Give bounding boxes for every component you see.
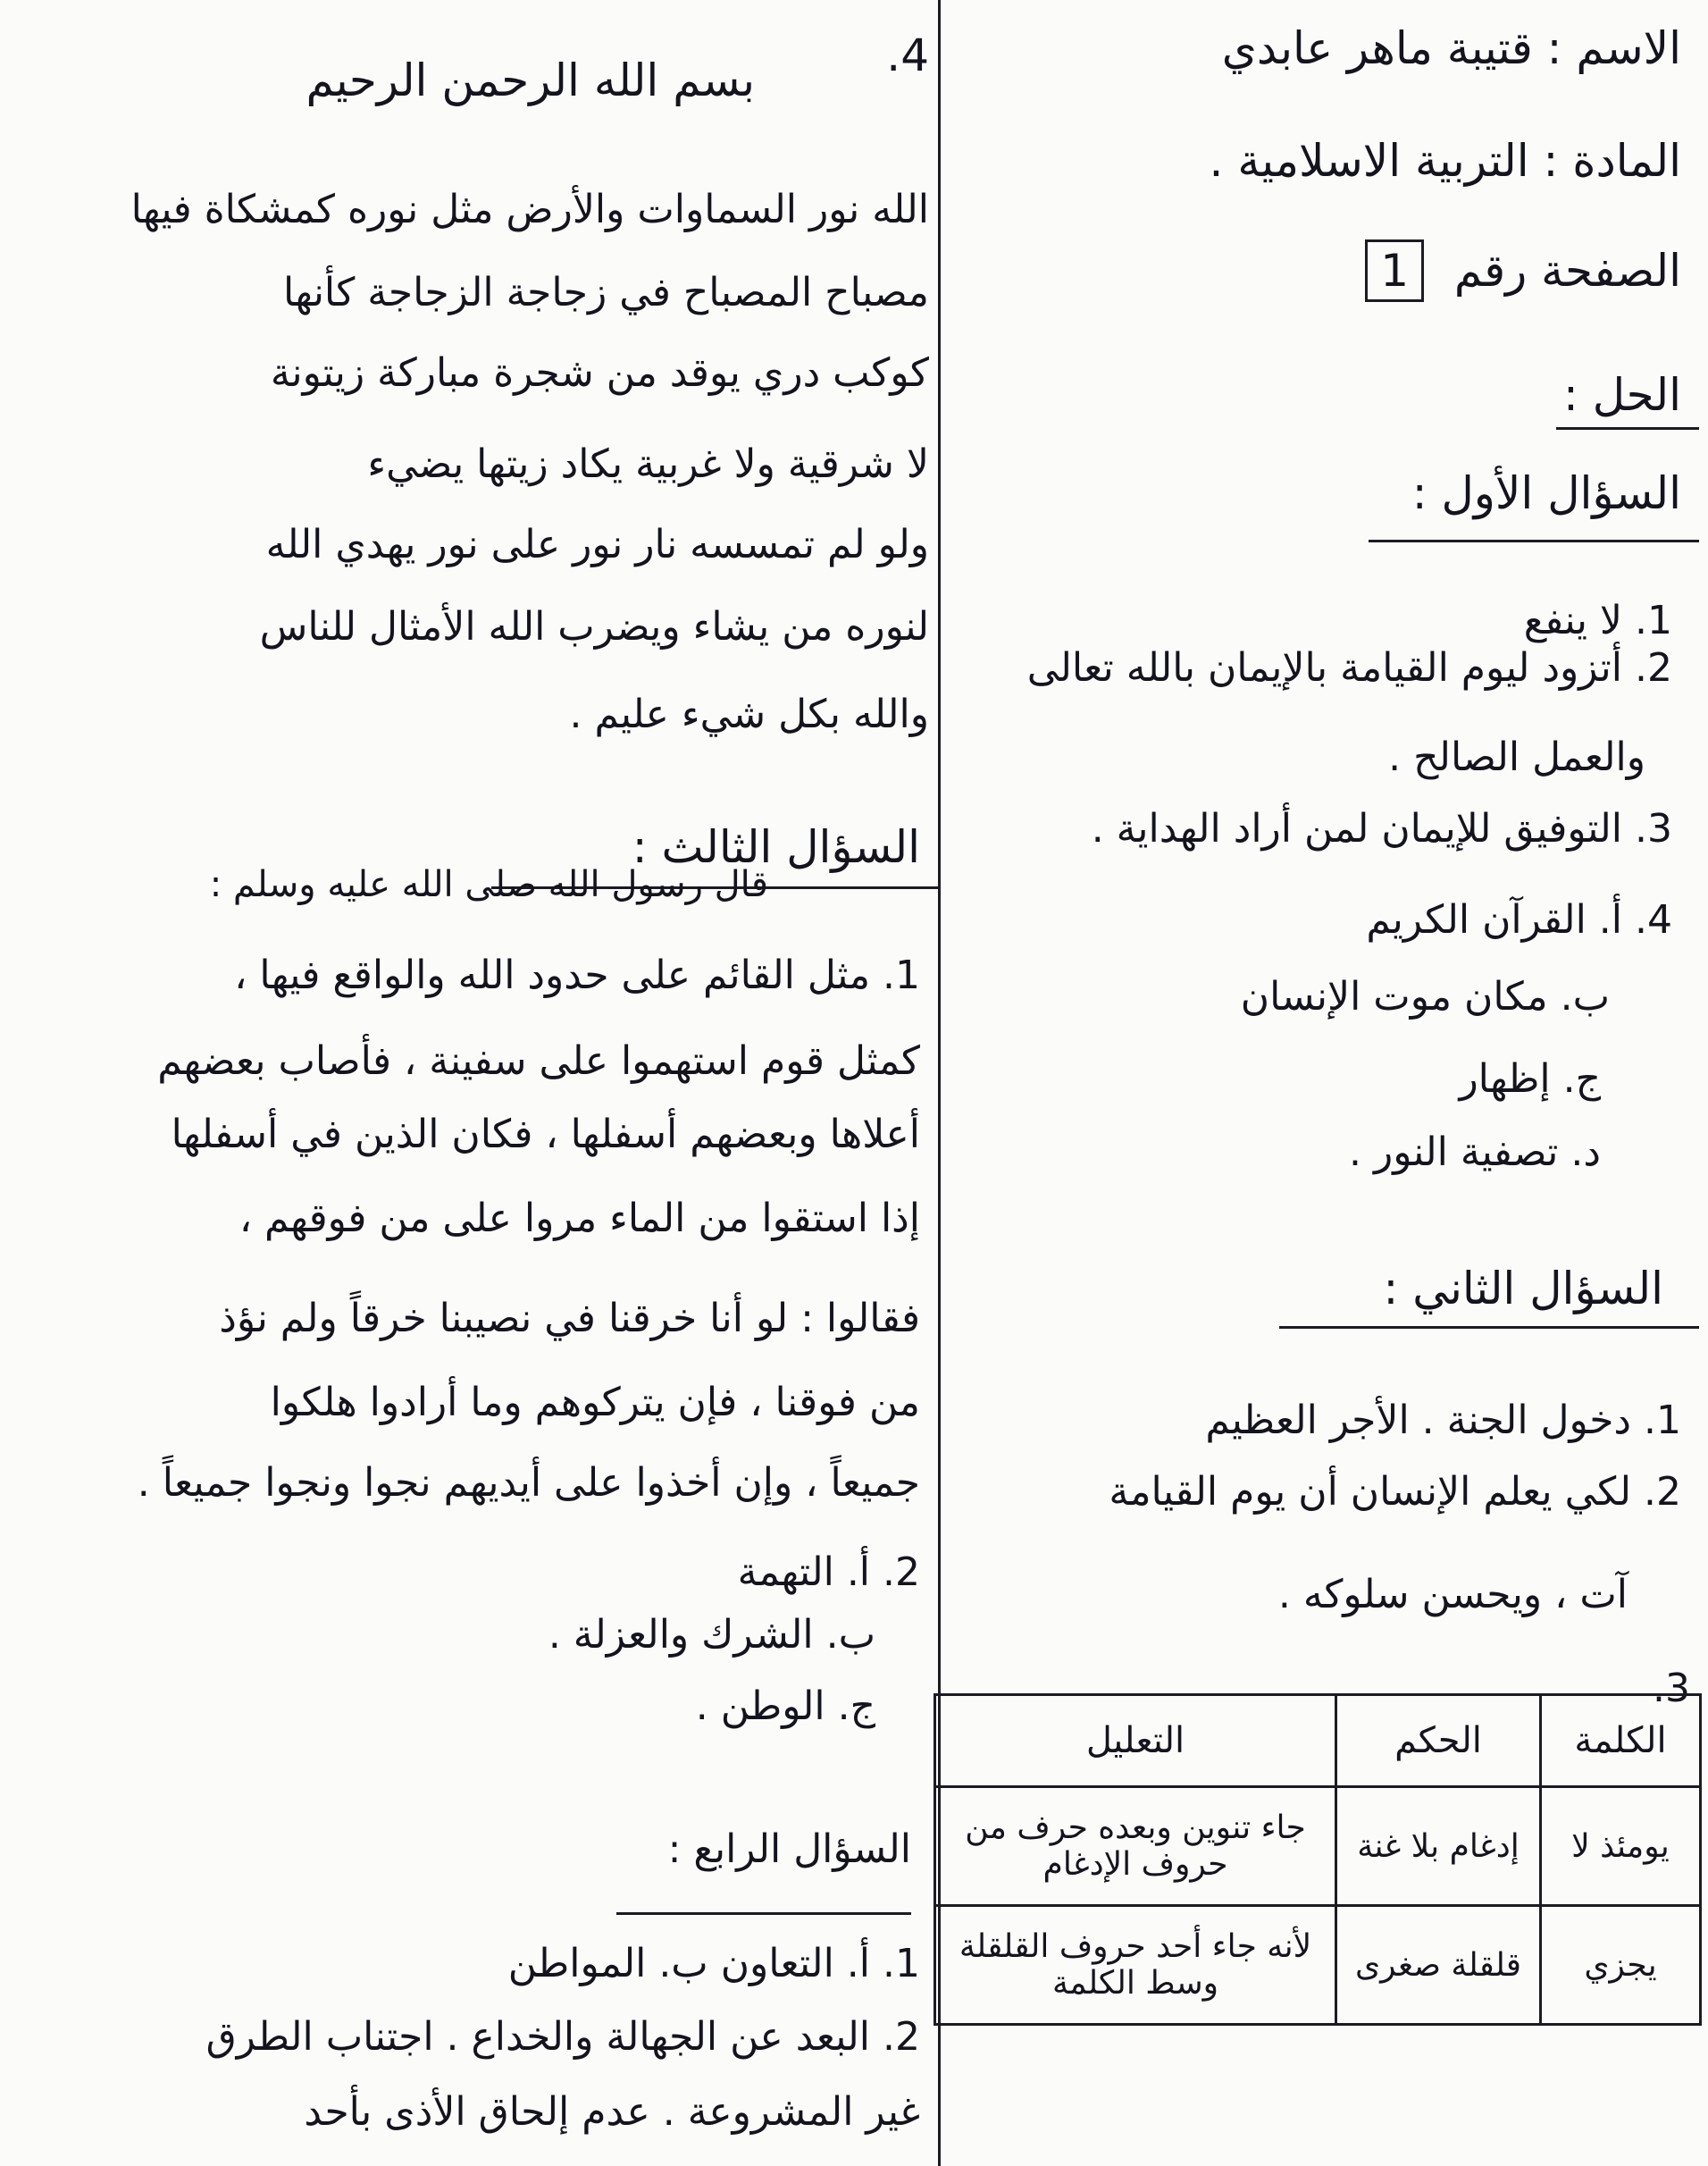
- left-page-number: 4.: [886, 29, 929, 81]
- header-reason: التعليل: [935, 1695, 1336, 1787]
- q1-answer-4b: ب. مكان موت الإنسان: [1240, 974, 1610, 1020]
- q1-title: السؤال الأول :: [1411, 467, 1681, 519]
- subject-line: المادة : التربية الاسلامية .: [1209, 135, 1681, 187]
- solution-label: الحل :: [1562, 369, 1681, 421]
- table-header-row: [935, 1695, 1701, 1787]
- cell-reason: جاء تنوين وبعده حرف من حروف الإدغام: [935, 1787, 1336, 1906]
- q4-answer-1: 1. أ. التعاون ب. المواطن: [507, 1941, 920, 1986]
- q2-answer-1: 1. دخول الجنة . الأجر العظيم: [1205, 1398, 1681, 1443]
- q1-answer-4a: 4. أ. القرآن الكريم: [1366, 897, 1672, 943]
- header-ruling: الحكم: [1336, 1695, 1541, 1787]
- q1-answer-1: 1. لا ينفع: [1523, 598, 1672, 643]
- student-name: الاسم : قتيبة ماهر عابدي: [1221, 22, 1681, 74]
- q1-answer-4d: د. تصفية النور .: [1349, 1129, 1601, 1175]
- q2-answer-2: 2. لكي يعلم الإنسان أن يوم القيامة: [1109, 1469, 1681, 1515]
- hadith-line-4: إذا استقوا من الماء مروا على من فوقهم ،: [239, 1196, 920, 1241]
- q2-title: السؤال الثاني :: [1383, 1263, 1663, 1314]
- header-word: الكلمة: [1541, 1695, 1701, 1787]
- q3-title: السؤال الثالث :: [632, 821, 920, 873]
- q2-item-3-label: 3.: [1653, 1666, 1690, 1711]
- q4-answer-2: 2. البعد عن الجهالة والخداع . اجتناب الطرق: [205, 2014, 920, 2060]
- cell-ruling: قلقلة صغرى: [1336, 1906, 1541, 2025]
- q1-underline: [1369, 540, 1699, 542]
- verse-line-3: كوكب دري يوقد من شجرة مباركة زيتونة: [270, 350, 929, 396]
- table-row: [935, 1906, 1701, 2025]
- verse-line-7: والله بكل شيء عليم .: [569, 692, 929, 737]
- cell-reason: لأنه جاء أحد حروف القلقلة وسط الكلمة: [935, 1906, 1336, 2025]
- solution-underline: [1556, 427, 1699, 430]
- q1-answer-3: 3. التوفيق للإيمان لمن أراد الهداية .: [1091, 806, 1672, 852]
- hadith-line-6: من فوقنا ، فإن يتركوهم وما أرادوا هلكوا: [270, 1380, 920, 1425]
- verse-line-2: مصباح المصباح في زجاجة الزجاجة كأنها: [283, 270, 929, 315]
- verse-line-4: لا شرقية ولا غربية يكاد زيتها يضيء: [367, 441, 929, 487]
- q3-answer-2c: ج. الوطن .: [695, 1683, 875, 1729]
- tajweed-table: [934, 1693, 1702, 2026]
- hadith-line-5: فقالوا : لو أنا خرقنا في نصيبنا خرقاً ولم نؤذ: [219, 1296, 920, 1341]
- basmala: بسم الله الرحمن الرحيم: [306, 55, 755, 106]
- cell-word: يجزي: [1541, 1906, 1701, 2025]
- q2-underline: [1279, 1326, 1699, 1329]
- page-label: الصفحة رقم: [1453, 245, 1681, 297]
- verse-line-5: ولو لم تمسسه نار نور على نور يهدي الله: [265, 522, 929, 567]
- hadith-line-3: أعلاها وبعضهم أسفلها ، فكان الذين في أسفلها: [171, 1112, 920, 1157]
- q1-answer-2-cont: والعمل الصالح .: [1388, 735, 1645, 780]
- q3-answer-2a: 2. أ. التهمة: [737, 1549, 920, 1595]
- q4-underline: [616, 1912, 911, 1915]
- cell-word: يومئذ لا: [1541, 1787, 1701, 1906]
- cell-ruling: إدغام بلا غنة: [1336, 1787, 1541, 1906]
- q1-answer-2: 2. أتزود ليوم القيامة بالإيمان بالله تعالى: [1026, 645, 1672, 691]
- verse-line-6: لنوره من يشاء ويضرب الله الأمثال للناس: [259, 604, 929, 650]
- q3-intro: قال رسول الله صلى الله عليه وسلم :: [209, 864, 768, 905]
- q1-answer-4c: ج. إظهار: [1459, 1056, 1601, 1102]
- q3-answer-2b: ب. الشرك والعزلة .: [548, 1612, 875, 1658]
- verse-line-1: الله نور السماوات والأرض مثل نوره كمشكاة فيها: [130, 187, 929, 232]
- hadith-line-1: 1. مثل القائم على حدود الله والواقع فيها ،: [234, 953, 920, 998]
- hadith-line-2: كمثل قوم استهموا على سفينة ، فأصاب بعضهم: [157, 1038, 920, 1084]
- q4-answer-2-cont: غير المشروعة . عدم إلحاق الأذى بأحد: [304, 2089, 920, 2135]
- hadith-line-7: جميعاً ، وإن أخذوا على أيديهم نجوا ونجوا جميعاً .: [137, 1460, 920, 1506]
- q4-title: السؤال الرابع :: [667, 1826, 911, 1872]
- page-number-line: [1365, 239, 1681, 302]
- page-number-box: 1: [1365, 239, 1424, 302]
- table-row: [935, 1787, 1701, 1906]
- q2-answer-2-cont: آت ، ويحسن سلوكه .: [1277, 1572, 1628, 1617]
